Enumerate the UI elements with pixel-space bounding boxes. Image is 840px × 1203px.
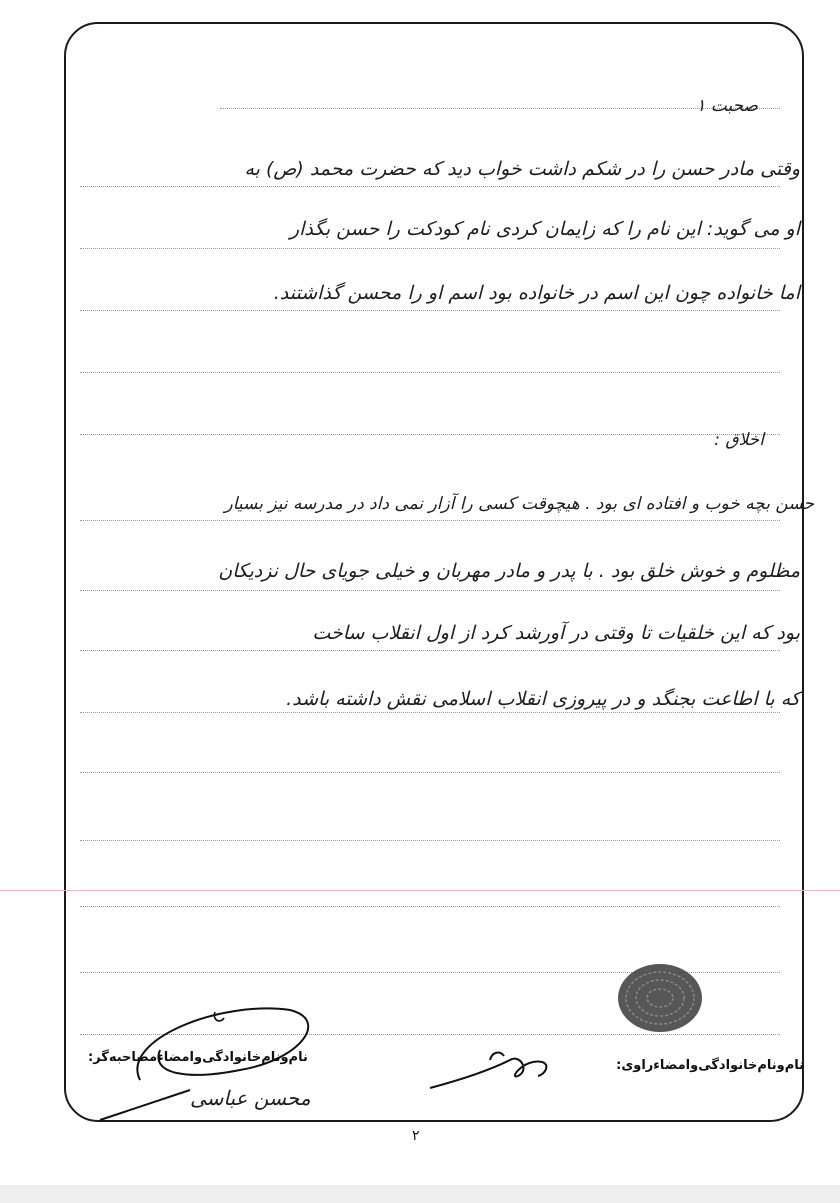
- handwritten-line: بود که این خلقیات تا وقتی در آورشد کرد از اول انقلاب ساخت: [312, 622, 800, 644]
- scan-edge: [0, 1185, 840, 1203]
- guide-line: [80, 906, 780, 907]
- guide-line: [80, 772, 780, 773]
- handwritten-line: مظلوم و خوش خلق بود . با پدر و مادر مهربان و خیلی جویای حال نزدیکان: [218, 560, 800, 582]
- guide-line: [80, 372, 780, 373]
- handwritten-line: وقتی مادر حسن را در شکم داشت خواب دید که حضرت محمد (ص) به: [244, 158, 800, 180]
- margin-line: [0, 890, 840, 891]
- handwritten-line: اما خانواده چون این اسم در خانواده بود اسم او را محسن گذاشتند.: [273, 282, 800, 304]
- guide-line: [80, 520, 780, 521]
- page-number: ۲: [412, 1128, 420, 1144]
- handwritten-line: او می گوید: این نام را که زایمان کردی نام کودکت را حسن بگذار: [289, 218, 800, 240]
- guide-line: [80, 434, 780, 435]
- guide-line: [80, 712, 780, 713]
- guide-line: [80, 248, 780, 249]
- section-heading: صحبت ۱: [696, 96, 758, 116]
- handwritten-line: که با اطاعت بجنگد و در پیروزی انقلاب اسلامی نقش داشته باشد.: [286, 688, 800, 710]
- interviewer-name: محسن عباسی: [190, 1086, 311, 1110]
- handwritten-line: حسن بچه خوب و افتاده ای بود . هیچوقت کسی را آزار نمی داد در مدرسه نیز بسیار: [224, 494, 814, 514]
- fingerprint-stamp: [610, 958, 710, 1038]
- guide-line: [80, 840, 780, 841]
- section-heading: اخلاق :: [714, 430, 764, 450]
- guide-line: [80, 186, 780, 187]
- narrator-signature-label: نام‌و‌نام‌خانوادگی‌و‌امضاء‌راوی:: [616, 1058, 804, 1073]
- guide-line: [80, 650, 780, 651]
- guide-line: [80, 590, 780, 591]
- guide-line: [80, 310, 780, 311]
- interviewer-signature-label: نام‌و‌نام‌خانوادگی‌و‌امضاء‌مصاحبه‌گر:: [88, 1050, 308, 1065]
- narrator-signature: [420, 1040, 560, 1100]
